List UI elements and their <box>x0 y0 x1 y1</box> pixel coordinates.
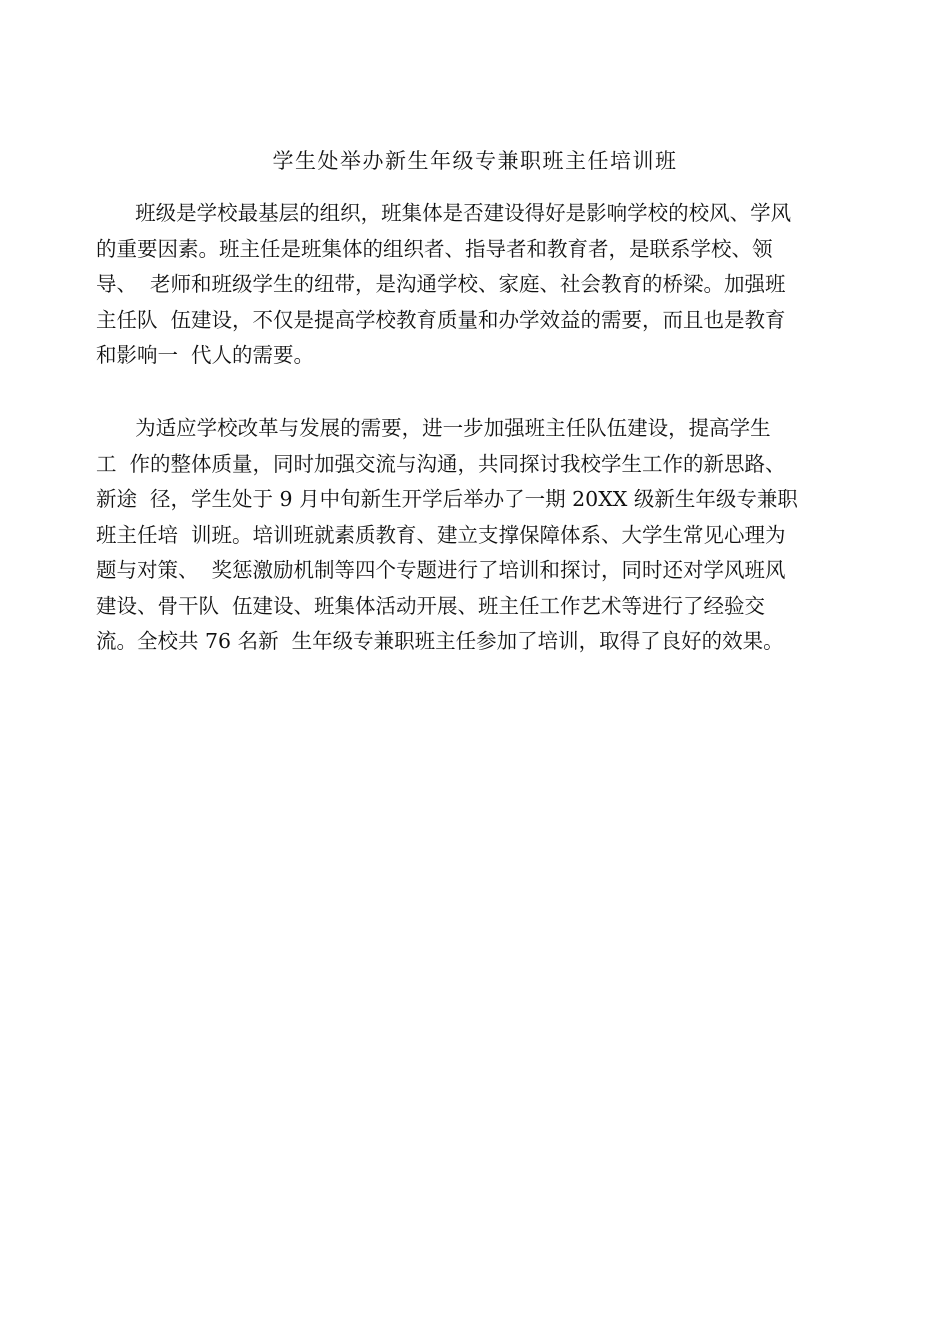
paragraph-1-line: 和影响一 代人的需要。 <box>96 343 315 367</box>
paragraph-2 <box>96 411 866 660</box>
paragraph-2-line: 流。全校共 76 名新 生年级专兼职班主任参加了培训，取得了良好的效果。 <box>96 629 784 653</box>
paragraph-1-line: 的重要因素。班主任是班集体的组织者、指导者和教育者，是联系学校、领 <box>96 236 773 261</box>
paragraph-2-line: 题与对策、 奖惩激励机制等四个专题进行了培训和探讨，同时还对学风班风 <box>96 558 786 582</box>
paragraph-2-line: 新途 径，学生处于 9 月中旬新生开学后举办了一期 20XX 级新生年级专兼职 <box>96 487 798 511</box>
paragraph-1 <box>96 196 866 374</box>
paragraph-2-line: 建设、骨干队 伍建设、班集体活动开展、班主任工作艺术等进行了经验交 <box>96 593 766 618</box>
document-title: 学生处举办新生年级专兼职班主任培训班 <box>272 149 678 173</box>
paragraph-2-line: 班主任培 训班。培训班就素质教育、建立支撑保障体系、大学生常见心理为 <box>96 522 786 547</box>
paragraph-1-line: 主任队 伍建设，不仅是提高学校教育质量和办学效益的需要，而且也是教育 <box>96 307 786 332</box>
paragraph-2-line: 为适应学校改革与发展的需要，进一步加强班主任队伍建设，提高学生 <box>96 416 771 440</box>
paragraph-1-line: 导、 老师和班级学生的纽带，是沟通学校、家庭、社会教育的桥梁。加强班 <box>96 272 786 296</box>
paragraph-2-line: 工 作的整体质量，同时加强交流与沟通，共同探讨我校学生工作的新思路、 <box>96 451 786 476</box>
paragraph-1-line: 班级是学校最基层的组织，班集体是否建设得好是影响学校的校风、学风 <box>96 201 792 225</box>
